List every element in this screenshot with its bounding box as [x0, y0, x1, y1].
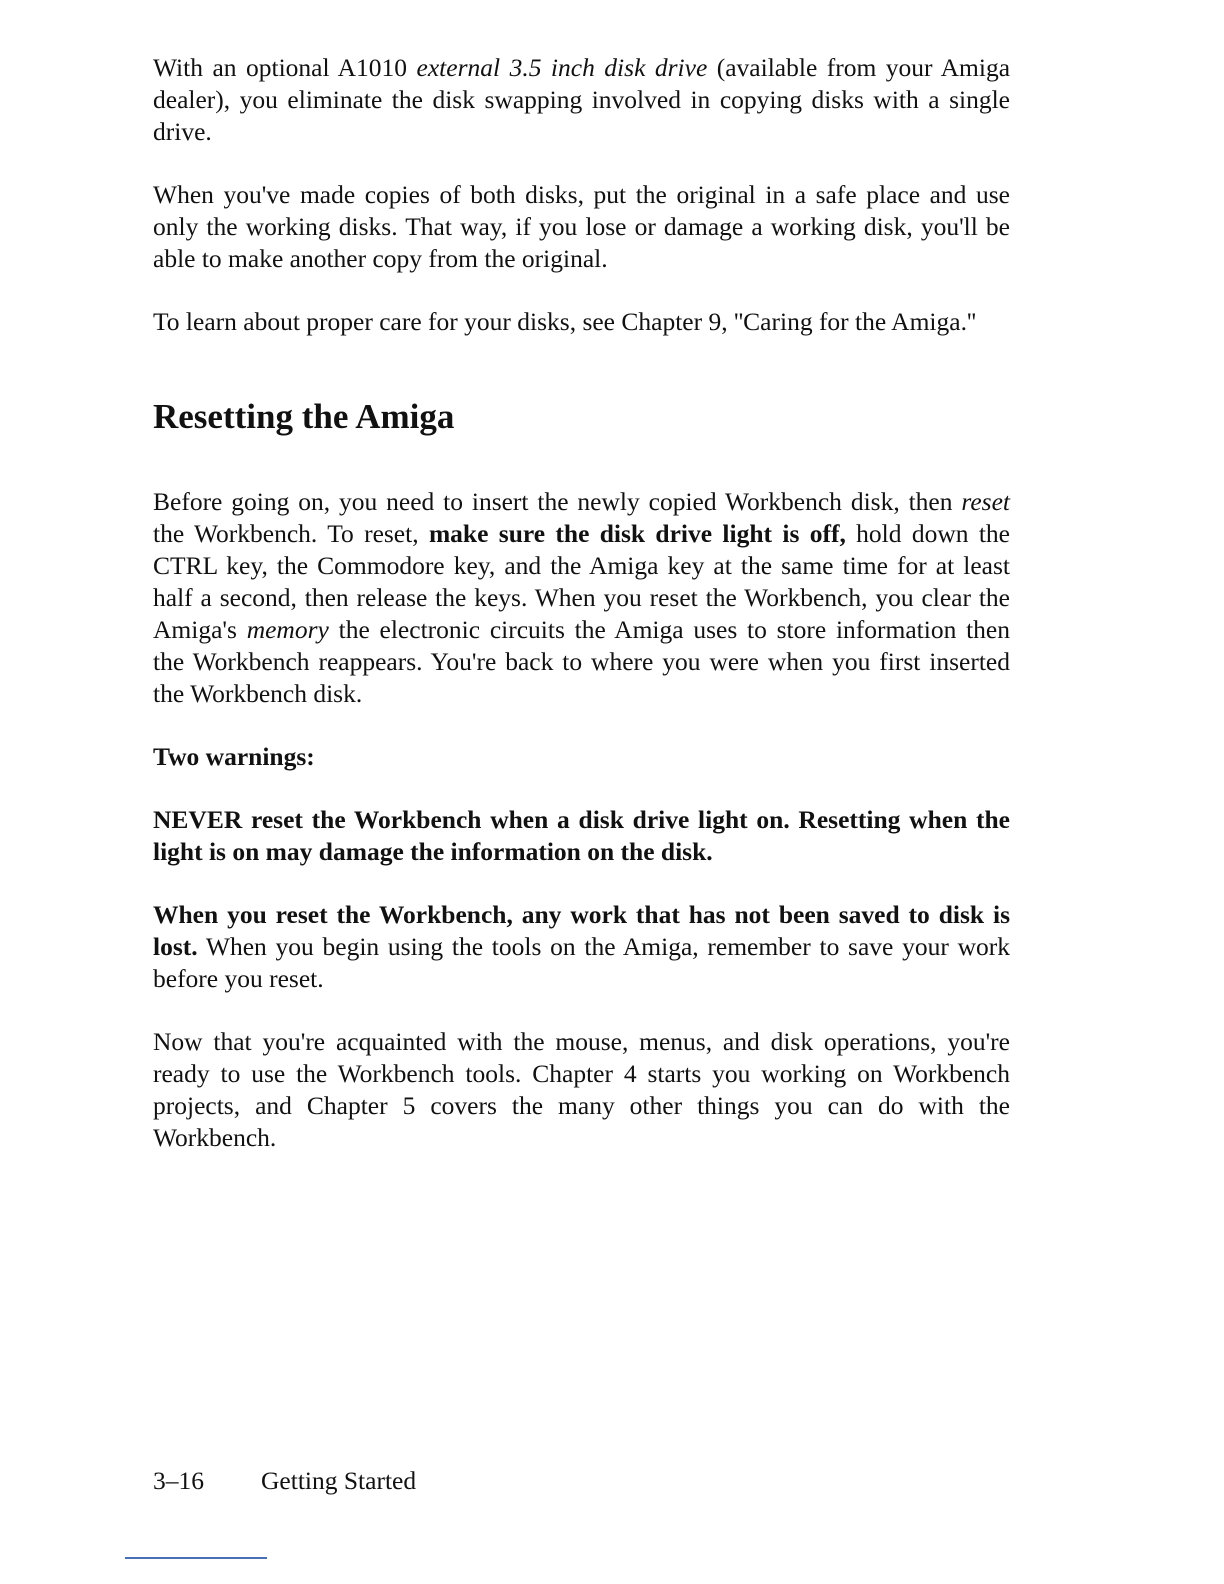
paragraph-next-chapters: Now that you're acquainted with the mouse, menus, and disk operations, you're ready to use the Workbench tools. Chapter 4 starts you working on Workbench projects, and Chapter 5 covers the many other things you can do with the Workbench.	[153, 1027, 1010, 1152]
paragraph-text: Before going on, you need to insert the newly copied Workbench disk, then	[153, 487, 962, 516]
paragraph-working-copies: When you've made copies of both disks, put the original in a safe place and use only the working disks. That way, if you lose or damage a working disk, you'll be able to make another copy from the original.	[153, 180, 1010, 273]
paragraph-text: the electronic circuits the Amiga uses to store information then the Workbench reappears. You're back to where you were when you first inserted the Workbench disk.	[153, 615, 1011, 708]
paragraph-text: hold down the CTRL key, the Commodore key, and the Amiga key at the same time for at least half a second, then release the keys. When you reset the Workbench, you clear the Amiga's	[153, 519, 1011, 644]
warning-unsaved-work	[153, 899, 1010, 995]
paragraph-text: the Workbench. To reset,	[153, 519, 429, 548]
emphasis-text: external 3.5 inch disk drive	[416, 53, 708, 82]
paragraph-disk-care: To learn about proper care for your disks, see Chapter 9, ''Caring for the Amiga.''	[153, 307, 977, 336]
paragraph-reset-instructions	[153, 486, 1010, 710]
section-heading: Resetting the Amiga	[153, 397, 455, 436]
bold-text: make sure the disk drive light is off,	[428, 519, 846, 548]
bold-text: When you reset the Workbench, any work that has not been saved to disk is lost.	[153, 900, 1010, 961]
paragraph-external-drive	[153, 52, 1010, 148]
emphasis-text: memory	[246, 615, 329, 644]
warning-never-reset: NEVER reset the Workbench when a disk drive light on. Resetting when the light is on may damage the information on the disk.	[153, 805, 1010, 866]
page-footer	[153, 1465, 416, 1497]
warnings-label: Two warnings:	[153, 742, 315, 771]
paragraph-text: (available from your Amiga dealer), you eliminate the disk swapping involved in copying disks with a single drive.	[153, 53, 1011, 146]
page-content	[153, 52, 1010, 1185]
page-number: 3–16	[153, 1466, 204, 1495]
paragraph-text: With an optional A1010	[153, 53, 417, 82]
emphasis-text: reset	[961, 487, 1010, 516]
paragraph-text: When you begin using the tools on the Amiga, remember to save your work before you reset.	[153, 932, 1010, 993]
bottom-divider	[125, 1557, 267, 1559]
footer-title: Getting Started	[261, 1466, 417, 1495]
